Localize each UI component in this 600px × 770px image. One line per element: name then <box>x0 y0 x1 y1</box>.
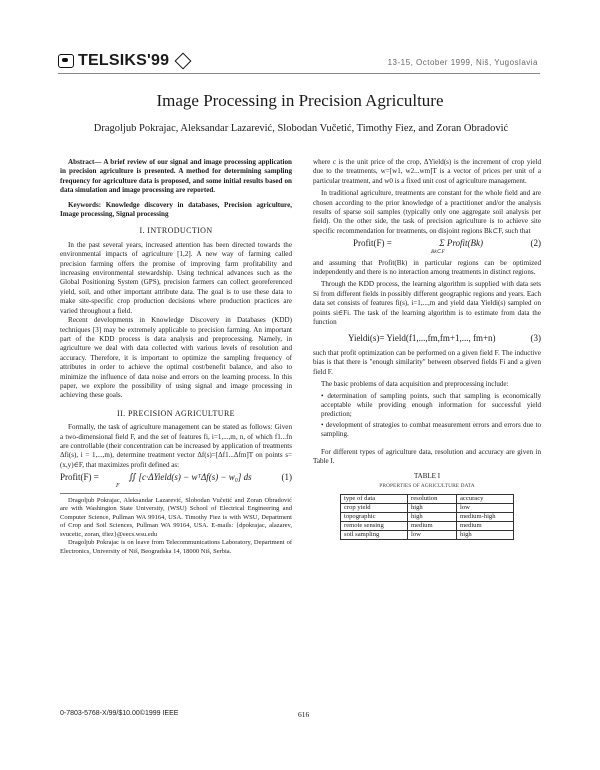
table-cell: medium <box>457 522 514 531</box>
table-cell: medium <box>408 522 457 531</box>
right-paragraph-1: where c is the unit price of the crop, ΔYield(s) is the increment of crop yield due to the treatments, w=[w1, w2...wm]T is a vector of prices per unit of a particular treatment, and w0 is a fixed unit cost of agriculture management. <box>313 158 541 185</box>
right-paragraph-4: Through the KDD process, the learning algorithm is supplied with data sets Si from different fields in possibly different geographic regions and years. Each data set consists of features fi(s), i=1,...,m and yield data Yieldi(s) sampled on points si∈Fi. The task of the learning algorithm is to estimate from data the function <box>313 280 541 327</box>
bullet-item-1: • determination of sampling points, such that sampling is economically acceptable while providing enough information for successful yield prediction; <box>321 391 541 419</box>
right-paragraph-2: In traditional agriculture, treatments are constant for the whole field and are chosen according to the prior knowledge of a practitioner and/or the analysis results of sparse soil samples (typically only one aggregate soil analysis per field). On the other side, the task of precision agriculture is to achieve site specific recommendation for treatments, on disjoint regions Bk⊂F, such that <box>313 189 541 235</box>
equation-1-lhs: Profit(F) = <box>60 472 99 483</box>
equation-1 <box>60 473 292 482</box>
footnote-rule <box>60 493 140 494</box>
right-paragraph-3: and assuming that Profit(Bk) in particular regions can be optimized independently and there is no interaction among treatments in distinct regions. <box>313 258 541 277</box>
equation-1-rhs: ∬ [c·ΔYield(s) − wᵀΔf(s) − w₀] ds <box>128 472 252 483</box>
table-cell: remote sensing <box>341 522 408 531</box>
agriculture-data-table <box>340 494 514 540</box>
logo-text: TELSIKS'99 <box>78 52 170 69</box>
table-subtitle: PROPERTIES OF AGRICULTURE DATA <box>379 482 475 489</box>
table-header-cell: type of data <box>341 495 408 504</box>
telephone-icon <box>58 54 74 68</box>
equation-1-number: (1) <box>281 472 292 483</box>
equation-2-subscript: Bk⊂F <box>431 248 445 255</box>
equation-2 <box>313 239 541 248</box>
table-cell: high <box>408 513 457 522</box>
intro-paragraph-2: Recent developments in Knowledge Discovery in Databases (KDD) techniques [3] may be extremely applicable to precision farming. An important part of the KDD process is data analysis and preprocessing. Namely, in agriculture we deal with data collected with various levels of resolution and accuracy. Therefore, it is important to optimize the sampling frequency of attributes in order to achieve the optimal cost/benefit balance, and also to minimize the influence of data noise and errors on the learning process. In this paper, we explore the possibility of using signal and image processing in achieving these goals. <box>60 316 292 400</box>
diamond-icon <box>175 53 192 70</box>
paper-title: Image Processing in Precision Agriculture <box>156 91 444 110</box>
equation-3-number: (3) <box>530 332 541 343</box>
equation-2-number: (2) <box>530 238 541 249</box>
left-column <box>60 158 292 556</box>
equation-1-subscript: F <box>116 482 120 489</box>
table-cell: crop yield <box>341 504 408 513</box>
table-cell: topographic <box>341 513 408 522</box>
footnote-leave: Dragoljub Pokrajac is on leave from Telecommunications Laboratory, Department of Electronics, University of Niš, Beogradska 14, 18000 Niš, Serbia. <box>60 539 292 555</box>
section-heading-precision-agriculture: II. PRECISION AGRICULTURE <box>117 408 235 418</box>
table-header-row <box>341 495 514 504</box>
table-cell: low <box>457 504 514 513</box>
conference-logo <box>58 52 189 70</box>
table-cell: high <box>457 531 514 540</box>
table-row <box>341 504 514 513</box>
table-row <box>341 531 514 540</box>
right-column <box>313 158 541 540</box>
section-heading-introduction: I. INTRODUCTION <box>139 226 213 236</box>
page-number: 616 <box>298 710 310 719</box>
table-cell: low <box>408 531 457 540</box>
equation-3-body: Yieldi(s)= Yield(f1,...,fm,fm+1,..., fm+n) <box>347 332 496 343</box>
equation-3 <box>313 334 541 343</box>
precision-paragraph-1: Formally, the task of agriculture management can be stated as follows: Given a two-dimensional field F, and the set of features fi, i=1,...,m, n, of which f1...fn are controllable (their concentration can be increased by application of treatments Δfi(s), i = 1,...,m), determine treatment vector Δf(s)=[Δf1...Δfm]T on points s=(x,y)∈F, that maximizes profit defined as: <box>60 423 292 469</box>
right-paragraph-6: The basic problems of data acquisition and preprocessing include: <box>321 380 509 389</box>
table-row <box>341 513 514 522</box>
table-cell: medium-high <box>457 513 514 522</box>
table-cell: high <box>408 504 457 513</box>
table-title: TABLE I <box>413 472 441 481</box>
bullet-item-2: • development of strategies to combat measurement errors and errors due to sampling. <box>321 420 541 439</box>
right-paragraph-5: such that profit optimization can be performed on a given field F. The inductive bias is that there is "enough similarity" between observed fields Fi and a given field F. <box>313 348 541 376</box>
equation-2-lhs: Profit(F) = <box>353 238 392 249</box>
equation-2-rhs: Σ Profit(Bk) <box>439 238 484 249</box>
footnote-affiliation: Dragoljub Pokrajac, Aleksandar Lazarević, Slobodan Vučetić and Zoran Obradović are with Washington State University, (WSU) School of Electrical Engineering and Computer Science, Pullman WA 99164, USA. Timothy Fiez is with WSU, Department of Crop and Soil Sciences, Pullman WA 99164, USA. E-mails: {dpokrajac, alazarev, svucetic, zoran, tfiez}@eecs.wsu.edu <box>60 496 292 538</box>
table-header-cell: accuracy <box>457 495 514 504</box>
table-header-cell: resolution <box>408 495 457 504</box>
bullet-list <box>313 392 541 440</box>
keywords: Keywords: Knowledge discovery in databases, Precision agriculture, Image processing, Signal processing <box>60 200 292 219</box>
date-location: 13-15, October 1999, Niš, Yugoslavia <box>387 58 538 67</box>
table-cell: soil sampling <box>341 531 408 540</box>
author-list: Dragoljub Pokrajac, Aleksandar Lazarević, Slobodan Vučetić, Timothy Fiez, and Zoran Obradović <box>93 123 509 134</box>
table-row <box>341 522 514 531</box>
intro-paragraph-1: In the past several years, increased attention has been directed towards the environmental impacts of agriculture [1,2]. A new way of farming called precision farming offers the promise of improving farm profitability and increasing environmental stewardship. Using technical advances such as the Global Positioning System (GPS), precision farmers can collect georeferenced yield, soil, and other important attribute data. The goal is to use these data to make site-specific crop production decisions where production practices are varied throughout a field. <box>60 240 292 315</box>
right-paragraph-7: For different types of agriculture data, resolution and accuracy are given in Table I. <box>313 447 541 465</box>
isbn-copyright: 0-7803-5768-X/99/$10.00©1999 IEEE <box>60 710 179 717</box>
abstract: Abstract— A brief review of our signal and image processing application in precision agriculture is presented. A method for determining sampling frequency for agriculture data is proposed, and some initial results based on data simulation and image processing are reported. <box>60 158 292 195</box>
header-rule <box>58 73 540 74</box>
